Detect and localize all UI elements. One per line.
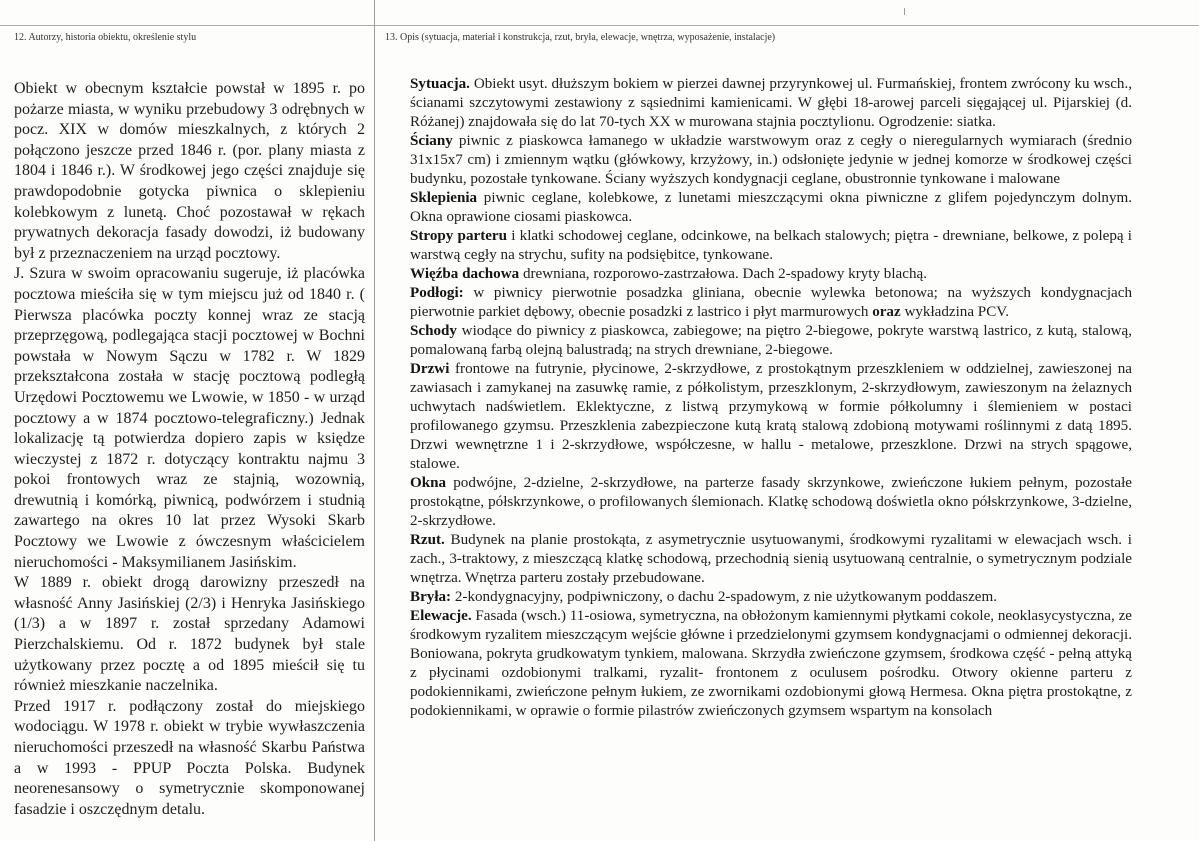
podlogi-oraz: oraz (872, 304, 901, 320)
bryla-label: Bryła: (410, 589, 452, 605)
rzut-label: Rzut. (410, 532, 445, 548)
column-divider (374, 0, 375, 841)
okna-text: podwójne, 2-dzielne, 2-skrzydłowe, na parterze fasady skrzynkowe, zwieńczone łukiem pełnym, pozostałe prostokątne, półskrzynkowe, o profilowanych ślemionach. Klatkę schodową doświetla okno półskrzynkowe, 3-dzielne, 2-skrzydłowe. (410, 475, 1132, 529)
stropy-text: i klatki schodowej ceglane, odcinkowe, na belkach stalowych; piętra - drewniane, belkowe, z polepą i warstwą cegły na strychu, sufity na podsiębitce, tynkowane. (410, 228, 1133, 263)
schody-text: wiodące do piwnicy z piaskowca, zabiegowe; na piętro 2-biegowe, pokryte warstwą lastrico, z kutą, stalową, pomalowaną farbą olejną balustradą; na strych drewniane, 2-biegowe. (410, 323, 1132, 358)
section-12-header: 12. Autorzy, historia obiektu, określenie stylu (14, 32, 197, 43)
sciany-label: Ściany (410, 133, 453, 149)
history-paragraph: W 1889 r. obiekt drogą darowizny przeszedł na własność Anny Jasińskiej (2/3) i Henryka Jasińskiego (1/3) a w 1897 r. został sprzedany Adamowi Pierzchalskiemu. Od r. 1872 budynek był stale użytkowany przez pocztę a od 1895 mieścił się tu również mieszkanie naczelnika. (14, 574, 365, 695)
scan-mark (904, 8, 905, 15)
history-column (14, 79, 365, 820)
sytuacja-label: Sytuacja. (410, 76, 470, 92)
wiezba-text: drewniana, rozporowo-zastrzałowa. Dach 2-spadowy kryty blachą. (519, 266, 927, 282)
sklepienia-label: Sklepienia (410, 190, 478, 206)
wiezba-label: Więźba dachowa (410, 266, 520, 282)
sklepienia-text: piwnic ceglane, kolebkowe, z lunetami mieszczącymi okna piwniczne z glifem pojedynczym dolnym. Okna oprawione ciosami piaskowca. (410, 190, 1132, 225)
sytuacja-text: Obiekt usyt. dłuższym bokiem w pierzei dawnej przyrynkowej ul. Furmańskiej, frontem zwrócony ku wsch., ścianami szczytowymi zestawiony z sąsiednimi kamienicami. W głębi 18-arowej parceli sięgającej ul. Pijarskiej (d. Różanej) znajdowała się do lat 70-tych XX w murowana stajnia pocztylionu. Ogrodzenie: siatka. (410, 76, 1132, 130)
okna-entry (410, 474, 1132, 531)
bryla-entry (410, 588, 1132, 607)
podlogi-text: w piwnicy pierwotnie posadzka gliniana, obecnie wylewka betonowa; na wyższych kondygnacjach pierwotnie parkiet dębowy, obecnie posadzki z lastrico i płyt marmurowych (410, 285, 1132, 320)
podlogi-label: Podłogi: (410, 285, 464, 301)
drzwi-text: frontowe na futrynie, płycinowe, 2-skrzydłowe, z prostokątnym przeszkleniem w oddzielnej, zawieszonej na zawiasach i zamykanej na zasuwkę ramie, z półkolistym, przeszklonym, 2-skrzydłowym, zawieszonym na żelaznych uchwytach nadświetlem. Eklektyczne, z listwą przymykową w formie półkolumny i ślemieniem w postaci profilowanego gzymsu. Przeszklenia zabezpieczone kutą kratą stalową zdobioną motywami roślinnymi z datą 1895. Drzwi wewnętrzne 1 i 2-skrzydłowe, współczesne, w hallu - metalowe, przeszklone. Drzwi na strych spągowe, stalowe. (410, 361, 1132, 472)
podlogi-text-2: wykładzina PCV. (900, 304, 1009, 320)
history-paragraph: Przed 1917 r. podłączony został do miejskiego wodociągu. W 1978 r. obiekt w trybie wywłaszczenia nieruchomości przeszedł na własność Skarbu Państwa a w 1993 - PPUP Poczta Polska. Budynek neorenesansowy o symetrycznie skomponowanej fasadzie i oszczędnym detalu. (14, 697, 365, 818)
schody-entry (410, 322, 1132, 360)
sytuacja-entry (410, 75, 1132, 132)
history-paragraph: J. Szura w swoim opracowaniu sugeruje, iż placówka pocztowa mieściła się w tym miejscu już od 1840 r. ( Pierwsza placówka poczty konnej wraz ze stacją przeprzęgową, podlegająca stacji pocztowej w Bochni powstała w Nowym Sączu w 1782 r. W 1829 przekształcona została w stację pocztową podległą Urzędowi Pocztowemu we Lwowie, w 1850 - w urząd pocztowy a w 1874 pocztowo-telegraficzny.) Jednak lokalizację tą potwierdza dopiero zapis w księdze wieczystej z 1872 r. dotyczący kontraktu najmu 3 pokoi frontowych wraz ze stajnią, wozownią, drewutnią i komórką, piwnicą, podwórzem i studnią zawartego na okres 10 lat przez Wysoki Skarb Pocztowy we Lwowie z ówczesnym właścicielem nieruchomości - Maksymilianem Jasińskim. (14, 265, 365, 571)
description-column (410, 75, 1132, 721)
schody-label: Schody (410, 323, 457, 339)
sciany-text: piwnic z piaskowca łamanego w układzie warstwowym oraz z cegły o nieregularnych wymiarach (średnio 31x15x7 cm) i zmiennym wątku (główkowy, krzyżowy, in.) odsłonięte jedynie w jednej komorze w środkowej części budynku, pozostałe tynkowane. Ściany wyższych kondygnacji ceglane, obustronnie tynkowane i malowane (410, 133, 1132, 187)
drzwi-label: Drzwi (410, 361, 450, 377)
sklepienia-entry (410, 189, 1132, 227)
elewacje-text: Fasada (wsch.) 11-osiowa, symetryczna, na obłożonym kamiennymi płytkami cokole, neoklasycystyczna, ze środkowym ryzalitem mieszczącym wejście główne i przedzielonymi gzymsem kondygnacjami o odmiennej dekoracji. Boniowana, pokryta grudkowatym tynkiem, malowana. Skrzydła zwieńczone gzymsem, środkowa część - pełną attyką z płycinami ozdobionymi tralkami, ryzalit- frontonem z oculusem pośrodku. Otwory okienne parteru z podokiennikami, zwieńczone pełnym łukiem, ze zwornikami ozdobionymi głową Hermesa. Okna piętra prostokątne, z podokiennikami, w oprawie o formie pilastrów zwieńczonych gzymsem wspartym na konsolach (410, 608, 1132, 719)
sciany-entry (410, 132, 1132, 189)
header-rule (0, 25, 1199, 26)
section-13-header: 13. Opis (sytuacja, materiał i konstrukcja, rzut, bryła, elewacje, wnętrza, wyposażenie, instalacje) (385, 32, 776, 43)
stropy-entry (410, 227, 1132, 265)
wiezba-entry (410, 265, 1132, 284)
rzut-text: Budynek na planie prostokąta, z asymetrycznie usytuowanymi, środkowymi ryzalitami w elewacjach wsch. i zach., 3-traktowy, z mieszczącą klatkę schodową, przechodnią sienią usytuowaną centralnie, o symetrycznym podziale wnętrza. Wnętrza parteru zostały przebudowane. (410, 532, 1132, 586)
okna-label: Okna (410, 475, 447, 491)
elewacje-label: Elewacje. (410, 608, 472, 624)
drzwi-entry (410, 360, 1132, 474)
history-paragraph: Obiekt w obecnym kształcie powstał w 1895 r. po pożarze miasta, w wyniku przebudowy 3 odrębnych w pocz. XIX w domów mieszkalnych, z których 2 połączono jeszcze przed 1846 r. (por. plany miasta z 1804 i 1846 r.). W środkowej jego części znajduje się prawdopodobnie gotycka piwnica o sklepieniu kolebkowym z lunetą. Choć pozostawał w rękach prywatnych dekoracja fasady dowodzi, iż budowany był z przeznaczeniem na urząd pocztowy. (14, 80, 365, 262)
podlogi-entry (410, 284, 1132, 322)
bryla-text: 2-kondygnacyjny, podpiwniczony, o dachu 2-spadowym, z nie użytkowanym poddaszem. (451, 589, 997, 605)
elewacje-entry (410, 607, 1132, 721)
stropy-label: Stropy parteru (410, 228, 508, 244)
rzut-entry (410, 531, 1132, 588)
